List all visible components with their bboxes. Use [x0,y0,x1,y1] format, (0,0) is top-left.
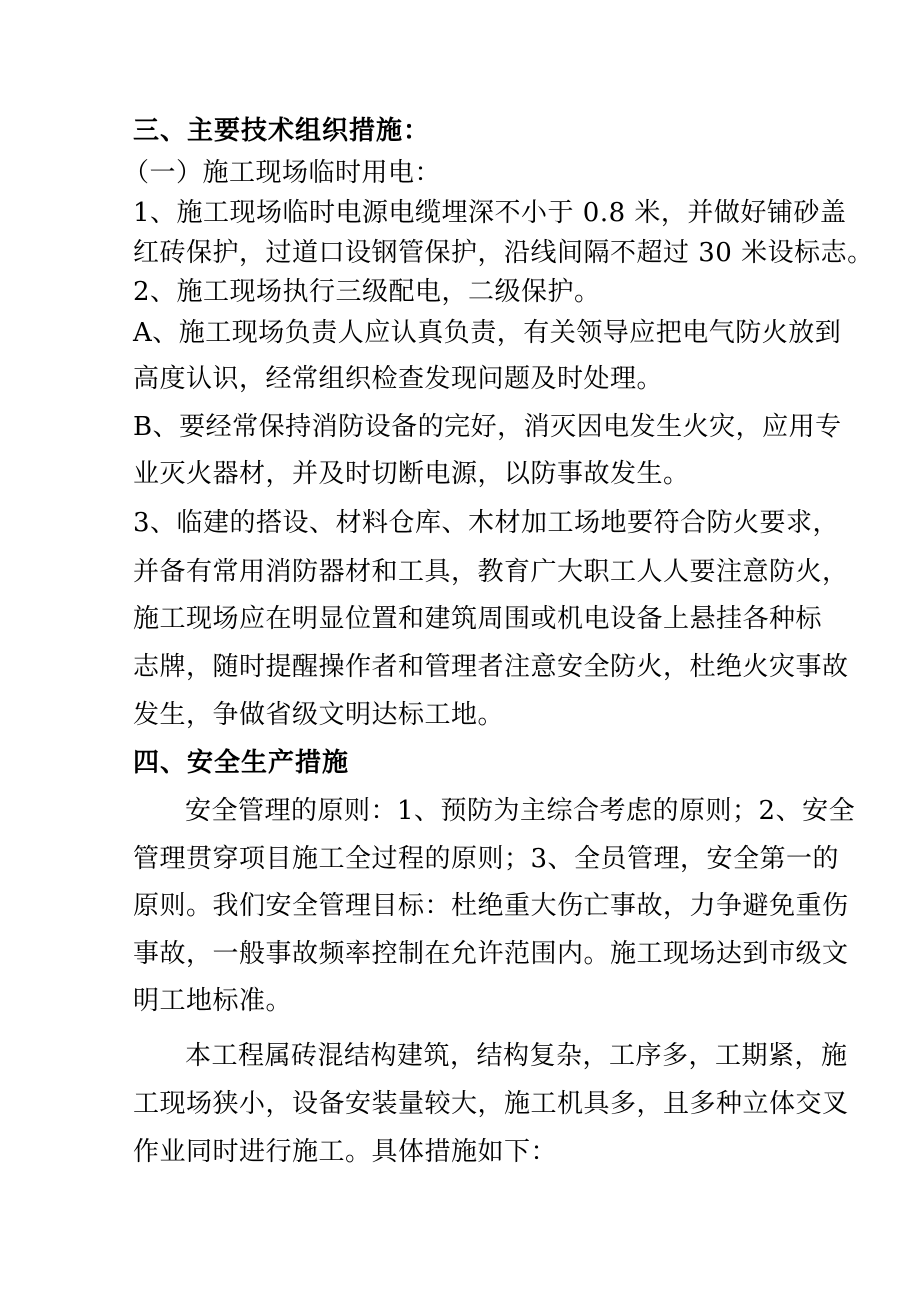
paragraph-b-line-2: 业灭火器材，并及时切断电源，以防事故发生。 [133,459,690,489]
paragraph-3-line-3: 施工现场应在明显位置和建筑周围或机电设备上悬挂各种标 [133,604,823,634]
safety-paragraph-2-line-3: 作业同时进行施工。具体措施如下： [133,1137,558,1167]
paragraph-3-line-5: 发生，争做省级文明达标工地。 [133,700,505,730]
paragraph-a-line-2: 高度认识，经常组织检查发现问题及时处理。 [133,364,664,394]
paragraph-3-line-2: 并备有常用消防器材和工具，教育广大职工人人要注意防火， [133,557,849,587]
paragraph-2: 2、施工现场执行三级配电，二级保护。 [133,277,601,307]
safety-paragraph-2-line-1: 本工程属砖混结构建筑，结构复杂，工序多，工期紧，施 [185,1041,848,1071]
safety-paragraph-1-line-3: 原则。我们安全管理目标：杜绝重大伤亡事故，力争避免重伤 [133,891,849,921]
section-3-heading: 三、主要技术组织措施： [133,116,431,146]
safety-paragraph-1-line-2: 管理贯穿项目施工全过程的原则；3、全员管理，安全第一的 [133,844,840,874]
safety-paragraph-1-line-5: 明工地标准。 [133,986,293,1016]
paragraph-b-line-1: B、要经常保持消防设备的完好，消灭因电发生火灾，应用专 [133,412,842,442]
safety-paragraph-1-line-1: 安全管理的原则：1、预防为主综合考虑的原则；2、安全 [185,796,856,826]
paragraph-3-line-4: 志牌，随时提醒操作者和管理者注意安全防火，杜绝火灾事故 [133,652,849,682]
section-3-subheading-1: （一）施工现场临时用电： [123,158,442,188]
safety-paragraph-2-line-2: 工现场狭小，设备安装量较大，施工机具多，且多种立体交叉 [133,1089,849,1119]
paragraph-a-line-1: A、施工现场负责人应认真负责，有关领导应把电气防火放到 [133,318,842,348]
paragraph-1-line-2: 红砖保护，过道口设钢管保护，沿线间隔不超过 30 米设标志。 [133,238,874,268]
section-4-heading: 四、安全生产措施 [133,748,350,778]
paragraph-3-line-1: 3、临建的搭设、材料仓库、木材加工场地要符合防火要求， [133,508,840,538]
paragraph-1-line-1: 1、施工现场临时电源电缆埋深不小于 0.8 米，并做好铺砂盖 [133,198,847,228]
safety-paragraph-1-line-4: 事故，一般事故频率控制在允许范围内。施工现场达到市级文 [133,939,849,969]
